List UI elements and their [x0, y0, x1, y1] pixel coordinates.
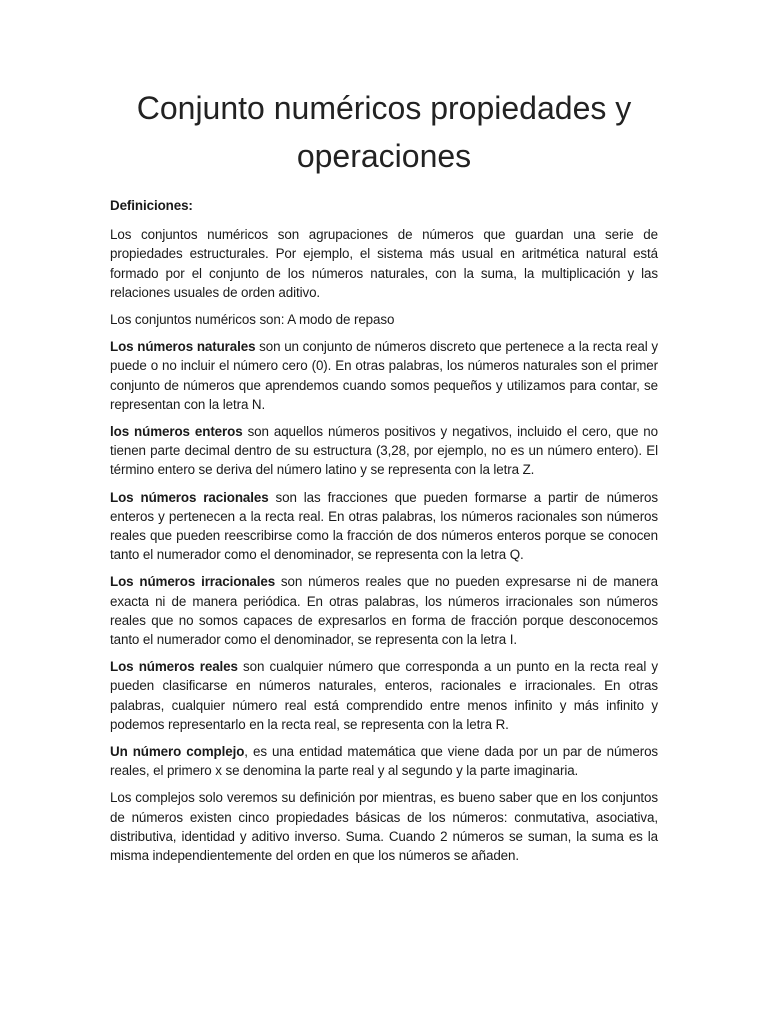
term-irrational-numbers: Los números irracionales — [110, 574, 276, 590]
paragraph-text: son aquellos números positivos y negativos, incluido el cero, que no tienen parte decimal dentro de su estructura (3,28, por ejemplo, no es un número entero). El término entero se deriva del número latino y se representa con la letra Z. — [110, 424, 658, 478]
document-body — [110, 196, 658, 873]
paragraph-natural-numbers — [110, 337, 658, 414]
paragraph-text: son números reales que no pueden expresarse ni de manera exacta ni de manera periódica. En otras palabras, los números irracionales son números reales que no somos capaces de expresarlos en forma de fracción porque desconocemos tanto el numerador como el denominador, se representa con la letra I. — [110, 574, 659, 648]
paragraph-complex-number — [110, 742, 658, 780]
paragraph-real-numbers — [110, 657, 658, 734]
paragraph-properties — [110, 788, 658, 865]
paragraph-integers — [110, 422, 658, 480]
term-natural-numbers: Los números naturales — [110, 339, 256, 355]
paragraph-intro — [110, 225, 658, 302]
paragraph-text: son cualquier número que corresponda a un punto en la recta real y pueden clasificarse en números naturales, enteros, racionales e irracionales. En otras palabras, cualquier número real está comprendido entre menos infinito y más infinito y podemos representarlo en la recta real, se representa con la letra R. — [110, 659, 658, 732]
term-complex-number: Un número complejo — [110, 744, 245, 760]
paragraph-text: Los conjuntos numéricos son agrupaciones de números que guardan una serie de propiedades estructurales. Por ejemplo, el sistema más usual en aritmética natural está formado por el conjunto de los números naturales, con la suma, la multiplicación y las relaciones usuales de orden aditivo. — [110, 227, 658, 300]
document-title: Conjunto numéricos propiedades y operaciones — [136, 90, 632, 174]
section-heading: Definiciones: — [110, 198, 193, 213]
paragraph-text: Los conjuntos numéricos son: A modo de repaso — [110, 312, 395, 328]
paragraph-text: son las fracciones que pueden formarse a partir de números enteros y pertenecen a la recta real. En otras palabras, los números racionales son números reales que pueden reescribirse como la fracción de dos números enteros porque se conocen tanto el numerador como el denominador, se representa con la letra Q. — [110, 489, 658, 563]
paragraph-text: , es una entidad matemática que viene dada por un par de números reales, el primero x se denomina la parte real y al segundo y la parte imaginaria. — [110, 744, 659, 779]
paragraph-text: Los complejos solo veremos su definición por mientras, es bueno saber que en los conjuntos de números existen cinco propiedades básicas de los números: conmutativa, asociativa, distributiva, identidad y aditivo inverso. Suma. Cuando 2 números se suman, la suma es la misma independientemente del orden en que los números se añaden. — [110, 790, 658, 864]
paragraph-text: son un conjunto de números discreto que pertenece a la recta real y puede o no incluir el número cero (0). En otras palabras, los números naturales son el primer conjunto de números que aprendemos cuando somos pequeños y utilizamos para contar, se representan con la letra N. — [110, 339, 658, 412]
paragraph-irrational-numbers — [110, 572, 658, 649]
term-rational-numbers: Los números racionales — [110, 489, 269, 505]
paragraph-rational-numbers — [110, 488, 658, 565]
term-real-numbers: Los números reales — [110, 659, 238, 675]
paragraph-review — [110, 310, 658, 329]
term-integers: los números enteros — [110, 424, 243, 440]
